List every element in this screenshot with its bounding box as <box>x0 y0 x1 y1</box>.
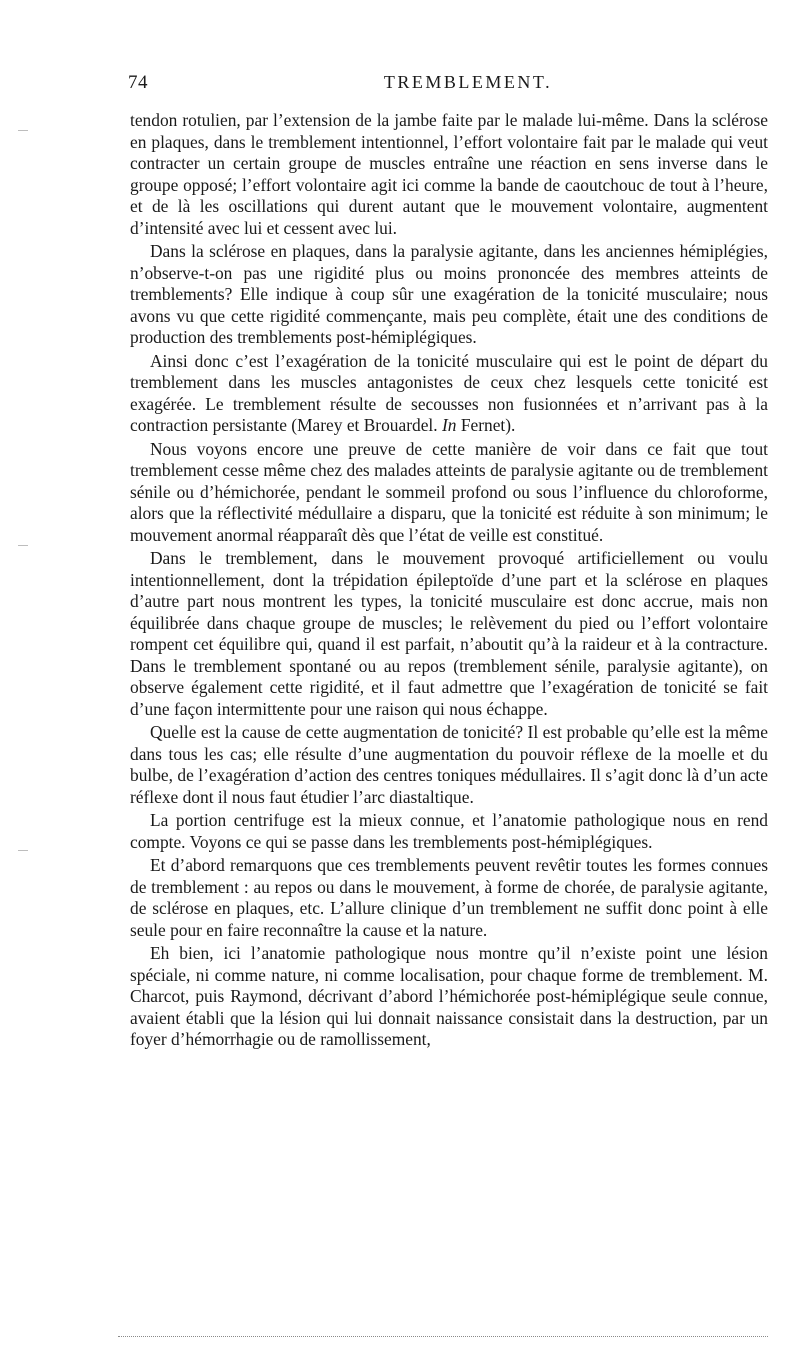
citation-tail: Fernet). <box>460 415 516 435</box>
paragraph-1: tendon rotulien, par l’extension de la jambe faite par le malade lui-même. Dans la sclérose en plaques, dans le tremblement intentionnel, l’effort volontaire fait par le malade qui veut contracter un certain groupe de muscles entraîne une réaction en sens inverse dans le groupe opposé; l’effort volontaire agit ici comme la bande de caoutchouc de tout à l’heure, et de là les oscillations qui durent autant que le mouvement volontaire, augmentent d’intensité avec lui et cessent avec lui. <box>130 110 768 238</box>
paragraph-8: Et d’abord remarquons que ces tremblements peuvent revêtir toutes les formes connues de tremblement : au repos ou dans le mouvement, à forme de chorée, de paralysie agitante, de sclérose en plaques, etc. L’allure clinique d’un tremblement ne suffit donc point à elle seule pour en faire reconnaître la cause et la nature. <box>130 855 768 940</box>
running-title: TREMBLEMENT. <box>383 72 553 92</box>
paragraph-5: Dans le tremblement, dans le mouvement provoqué artificiellement ou voulu intentionnellement, dont la trépidation épileptoïde d’une part et la sclérose en plaques d’autre part nous montrent les types, la tonicité musculaire est donc accrue, mais non équilibrée dans chaque groupe de muscles; le relèvement du pied ou l’effort volontaire rompent cet équilibre qui, quand il est parfait, n’aboutit qu’à la raideur et à la contracture. Dans le tremblement spontané ou au repos (tremblement sénile, paralysie agitante), on observe également cette rigidité, et il faut admettre que l’exagération de tonicité se fait d’une façon intermittente pour une raison qui nous échappe. <box>130 548 768 719</box>
paragraph-7: La portion centrifuge est la mieux connue, et l’anatomie pathologique nous en rend compte. Voyons ce qui se passe dans les tremblements post-hémiplégiques. <box>130 810 768 852</box>
margin-tick <box>18 545 28 546</box>
page-header <box>128 72 768 102</box>
paragraph-9: Eh bien, ici l’anatomie pathologique nous montre qu’il n’existe point une lésion spéciale, ni comme nature, ni comme localisation, pour chaque forme de tremblement. M. Charcot, puis Raymond, décrivant d’abord l’hémichorée post-hémiplégique seule connue, avaient établi que la lésion qui lui donnait naissance consistait dans la destruction, par un foyer d’hémorrhagie ou de ramollissement, <box>130 943 768 1049</box>
paragraph-6: Quelle est la cause de cette augmentation de tonicité? Il est probable qu’elle est la même dans tous les cas; elle résulte d’une augmentation du pouvoir réflexe de la moelle et du bulbe, de l’exagération d’action des centres toniques médullaires. Il s’agit donc là d’un acte réflexe dont il nous faut étudier l’arc diastaltique. <box>130 722 768 807</box>
paragraph-2: Dans la sclérose en plaques, dans la paralysie agitante, dans les anciennes hémiplégies, n’observe-t-on pas une rigidité plus ou moins prononcée des membres atteints de tremblements? Elle indique à coup sûr une exagération de la tonicité musculaire; nous avons vu que cette rigidité commençante, mais peu complète, était une des conditions de production des tremblements post-hémiplégiques. <box>130 241 768 347</box>
paragraph-3 <box>130 351 768 437</box>
paragraph-3-text: Ainsi donc c’est l’exagération de la tonicité musculaire qui est le point de départ du tremblement dans les muscles antagonistes de ceux chez lesquels cette tonicité est exagérée. Le tremblement résulte de secousses non fusionnées et n’arrivant pas à la contraction persistante (Marey et Brouardel. <box>130 350 768 435</box>
citation-italic: In <box>441 415 457 435</box>
page-number: 74 <box>128 72 148 93</box>
body-text <box>130 110 768 1053</box>
paragraph-4: Nous voyons encore une preuve de cette manière de voir dans ce fait que tout tremblement cesse même chez des malades atteints de paralysie agitante ou de tremblement sénile ou d’hémichorée, pendant le sommeil profond ou sous l’influence du chloroforme, alors que la réflectivité médullaire a disparu, que la tonicité est réduite à son minimum; le mouvement anormal réapparaît dès que l’état de veille est constitué. <box>130 438 768 545</box>
footer-dotted-rule <box>118 1336 768 1337</box>
margin-tick <box>18 850 28 851</box>
margin-tick <box>18 130 28 131</box>
